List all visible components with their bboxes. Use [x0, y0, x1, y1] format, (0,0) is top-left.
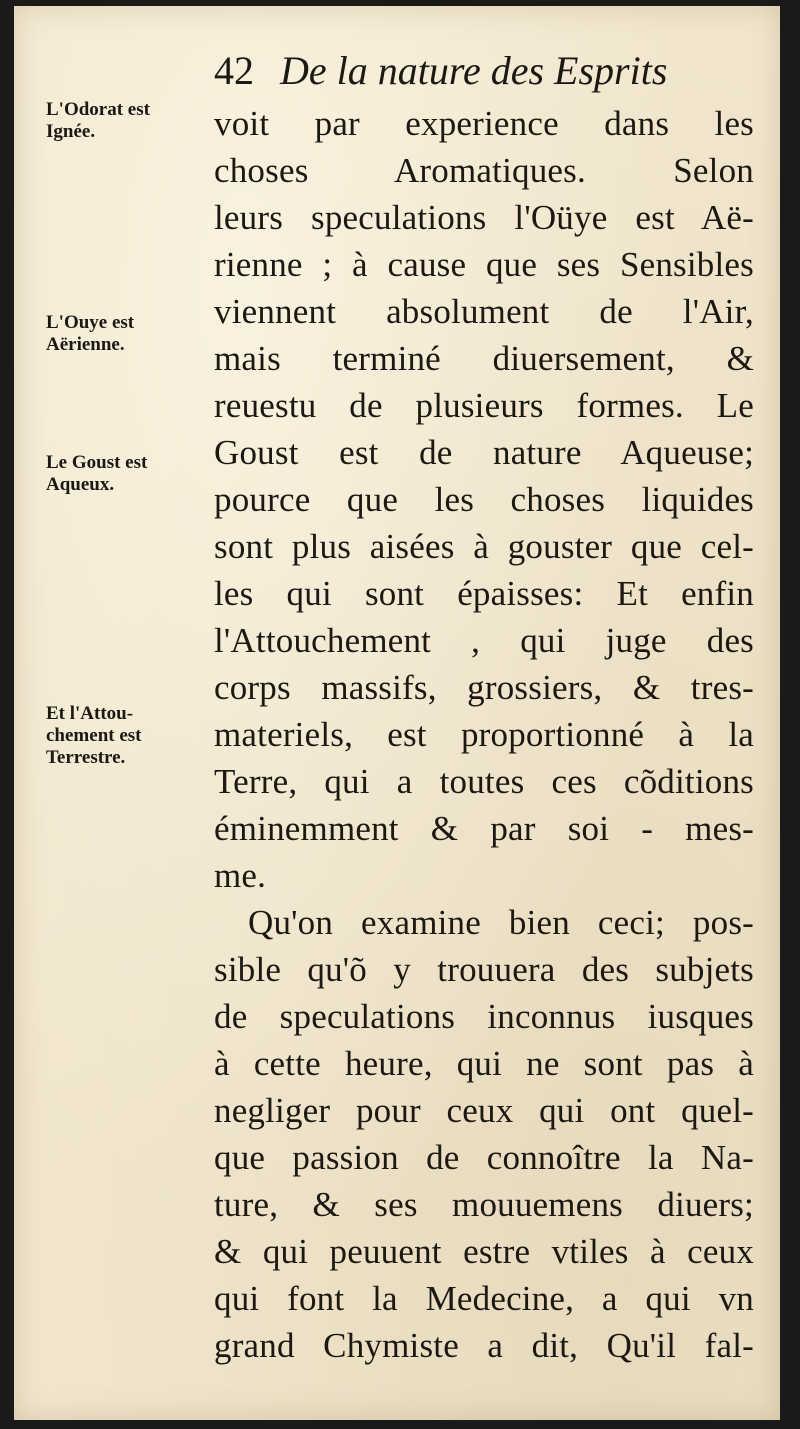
text-line: grand Chymiste a dit, Qu'il fal-	[214, 1326, 754, 1365]
margin-note-line: Terrestre.	[46, 747, 126, 768]
running-header	[214, 46, 667, 96]
page-number: 42	[214, 48, 254, 93]
margin-note	[46, 312, 196, 356]
text-line: me.	[214, 856, 267, 895]
margin-note	[46, 703, 196, 769]
margin-note-line: L'Ouye est	[46, 312, 135, 333]
text-line: choses Aromatiques. Selon	[214, 151, 754, 190]
paragraph-first-line: Qu'on examine bien ceci; pos-	[248, 903, 754, 942]
margin-note	[46, 452, 196, 496]
margin-note-line: L'Odorat est	[46, 99, 150, 120]
text-line: rienne ; à cause que ses Sensibles	[214, 245, 754, 284]
text-line: leurs speculations l'Oüye est Aë-	[214, 198, 754, 237]
text-line: voit par experience dans les	[214, 104, 754, 143]
text-line: ture, & ses mouuemens diuers;	[214, 1185, 754, 1224]
margin-note-line: Ignée.	[46, 121, 96, 142]
text-line: qui font la Medecine, a qui vn	[214, 1279, 754, 1318]
margin-note-line: Et l'Attou-	[46, 703, 134, 724]
running-title: De la nature des Esprits	[280, 48, 668, 93]
text-line: à cette heure, qui ne sont pas à	[214, 1044, 754, 1083]
margin-note-line: Aqueux.	[46, 474, 115, 495]
text-line: pource que les choses liquides	[214, 480, 754, 519]
margin-note-line: Le Goust est	[46, 452, 148, 473]
text-line: viennent absolument de l'Air,	[214, 292, 754, 331]
margin-note-line: Aërienne.	[46, 334, 125, 355]
text-line: & qui peuuent estre vtiles à ceux	[214, 1232, 754, 1271]
text-line: reuestu de plusieurs formes. Le	[214, 386, 754, 425]
book-page	[14, 6, 780, 1420]
text-line: corps massifs, grossiers, & tres-	[214, 668, 754, 707]
text-line: Terre, qui a toutes ces cõditions	[214, 762, 754, 801]
text-line: sible qu'õ y trouuera des subjets	[214, 950, 754, 989]
text-line: negliger pour ceux qui ont quel-	[214, 1091, 754, 1130]
text-line: sont plus aisées à gouster que cel-	[214, 527, 754, 566]
text-line: éminemment & par soi - mes-	[214, 809, 754, 848]
margin-note-line: chement est	[46, 725, 142, 746]
text-line: materiels, est proportionné à la	[214, 715, 754, 754]
text-line: mais terminé diuersement, &	[214, 339, 754, 378]
text-line: les qui sont épaisses: Et enfin	[214, 574, 754, 613]
text-line: de speculations inconnus iusques	[214, 997, 754, 1036]
text-line: l'Attouchement , qui juge des	[214, 621, 754, 660]
text-line: Goust est de nature Aqueuse;	[214, 433, 754, 472]
text-line: que passion de connoître la Na-	[214, 1138, 754, 1177]
margin-note	[46, 99, 196, 143]
